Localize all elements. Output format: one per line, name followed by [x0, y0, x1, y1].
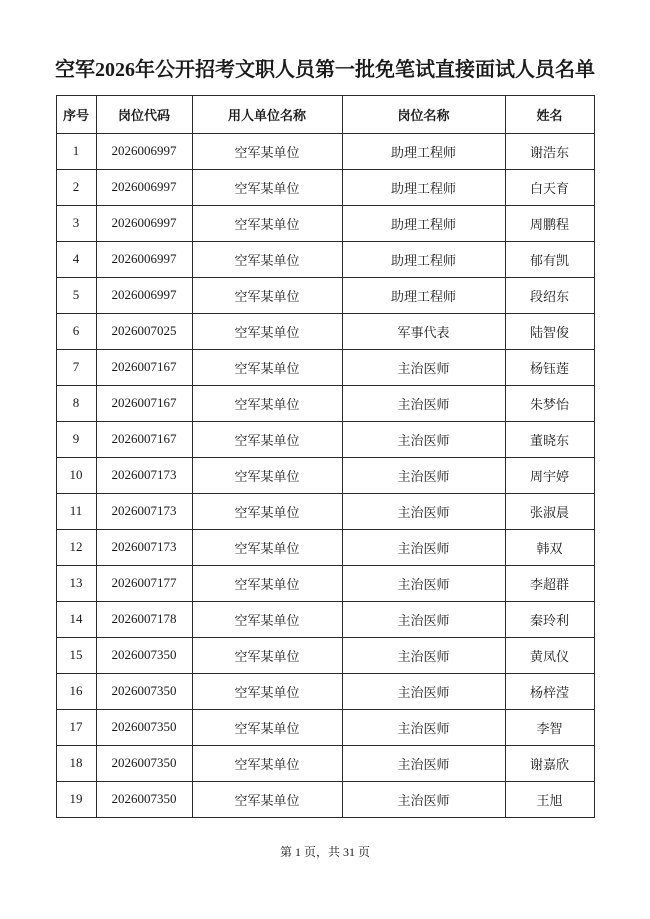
table-row — [56, 385, 594, 421]
cell-job-code: 2026007173 — [96, 529, 192, 565]
cell-job-title: 主治医师 — [342, 421, 505, 457]
cell-serial-number: 3 — [56, 205, 96, 241]
cell-serial-number: 2 — [56, 169, 96, 205]
table-row — [56, 241, 594, 277]
table-row — [56, 673, 594, 709]
cell-person-name: 张淑晨 — [505, 493, 594, 529]
cell-person-name: 陆智俊 — [505, 313, 594, 349]
cell-person-name: 白天育 — [505, 169, 594, 205]
page-number: 第 1 页，共 31 页 — [279, 844, 370, 859]
table-body — [56, 133, 594, 817]
cell-serial-number: 5 — [56, 277, 96, 313]
table-row — [56, 349, 594, 385]
cell-job-code: 2026006997 — [96, 205, 192, 241]
cell-serial-number: 19 — [56, 781, 96, 817]
cell-serial-number: 11 — [56, 493, 96, 529]
cell-job-code: 2026007350 — [96, 637, 192, 673]
cell-serial-number: 16 — [56, 673, 96, 709]
cell-unit-name: 空军某单位 — [192, 601, 342, 637]
cell-unit-name: 空军某单位 — [192, 421, 342, 457]
cell-serial-number: 13 — [56, 565, 96, 601]
cell-job-code: 2026007350 — [96, 709, 192, 745]
table-row — [56, 637, 594, 673]
cell-job-code: 2026006997 — [96, 277, 192, 313]
cell-unit-name: 空军某单位 — [192, 637, 342, 673]
cell-person-name: 王旭 — [505, 781, 594, 817]
cell-person-name: 周鹏程 — [505, 205, 594, 241]
cell-person-name: 秦玲利 — [505, 601, 594, 637]
cell-job-code: 2026007025 — [96, 313, 192, 349]
table-row — [56, 313, 594, 349]
table-row — [56, 421, 594, 457]
cell-job-code: 2026007173 — [96, 457, 192, 493]
table-row — [56, 709, 594, 745]
cell-person-name: 李智 — [505, 709, 594, 745]
cell-person-name: 谢浩东 — [505, 133, 594, 169]
cell-person-name: 段绍东 — [505, 277, 594, 313]
cell-job-code: 2026007350 — [96, 745, 192, 781]
cell-unit-name: 空军某单位 — [192, 133, 342, 169]
cell-job-code: 2026006997 — [96, 169, 192, 205]
cell-job-code: 2026007167 — [96, 385, 192, 421]
cell-serial-number: 8 — [56, 385, 96, 421]
cell-unit-name: 空军某单位 — [192, 349, 342, 385]
table-row — [56, 745, 594, 781]
column-header-serial: 序号 — [56, 96, 96, 134]
table-row — [56, 493, 594, 529]
cell-unit-name: 空军某单位 — [192, 565, 342, 601]
cell-unit-name: 空军某单位 — [192, 709, 342, 745]
cell-job-code: 2026007167 — [96, 349, 192, 385]
cell-person-name: 杨梓滢 — [505, 673, 594, 709]
column-header-name: 姓名 — [505, 96, 594, 134]
cell-job-title: 主治医师 — [342, 673, 505, 709]
cell-person-name: 朱梦怡 — [505, 385, 594, 421]
cell-serial-number: 4 — [56, 241, 96, 277]
cell-person-name: 韩双 — [505, 529, 594, 565]
cell-person-name: 杨钰莲 — [505, 349, 594, 385]
cell-person-name: 谢嘉欣 — [505, 745, 594, 781]
table-header-row — [56, 96, 594, 134]
table-row — [56, 205, 594, 241]
cell-job-title: 主治医师 — [342, 637, 505, 673]
table-row — [56, 601, 594, 637]
cell-serial-number: 17 — [56, 709, 96, 745]
cell-unit-name: 空军某单位 — [192, 673, 342, 709]
cell-job-code: 2026007177 — [96, 565, 192, 601]
cell-job-title: 主治医师 — [342, 565, 505, 601]
table-row — [56, 277, 594, 313]
cell-unit-name: 空军某单位 — [192, 385, 342, 421]
cell-unit-name: 空军某单位 — [192, 745, 342, 781]
cell-serial-number: 1 — [56, 133, 96, 169]
column-header-job-code: 岗位代码 — [96, 96, 192, 134]
page-title: 空军2026年公开招考文职人员第一批免笔试直接面试人员名单 — [55, 59, 595, 81]
cell-job-title: 助理工程师 — [342, 205, 505, 241]
column-header-unit-name: 用人单位名称 — [192, 96, 342, 134]
cell-job-title: 主治医师 — [342, 745, 505, 781]
cell-serial-number: 15 — [56, 637, 96, 673]
cell-job-title: 助理工程师 — [342, 277, 505, 313]
cell-unit-name: 空军某单位 — [192, 313, 342, 349]
cell-serial-number: 7 — [56, 349, 96, 385]
column-header-job-title: 岗位名称 — [342, 96, 505, 134]
table-header — [56, 96, 594, 134]
table-row — [56, 529, 594, 565]
cell-person-name: 周宇婷 — [505, 457, 594, 493]
cell-job-title: 助理工程师 — [342, 133, 505, 169]
cell-serial-number: 6 — [56, 313, 96, 349]
cell-job-code: 2026007167 — [96, 421, 192, 457]
cell-job-title: 主治医师 — [342, 457, 505, 493]
table-row — [56, 457, 594, 493]
cell-serial-number: 10 — [56, 457, 96, 493]
cell-job-title: 助理工程师 — [342, 241, 505, 277]
cell-person-name: 李超群 — [505, 565, 594, 601]
cell-person-name: 黄凤仪 — [505, 637, 594, 673]
cell-unit-name: 空军某单位 — [192, 277, 342, 313]
cell-job-code: 2026006997 — [96, 133, 192, 169]
cell-unit-name: 空军某单位 — [192, 241, 342, 277]
personnel-table — [56, 95, 595, 818]
cell-job-title: 主治医师 — [342, 493, 505, 529]
cell-serial-number: 18 — [56, 745, 96, 781]
cell-unit-name: 空军某单位 — [192, 457, 342, 493]
cell-unit-name: 空军某单位 — [192, 493, 342, 529]
cell-person-name: 董晓东 — [505, 421, 594, 457]
cell-job-code: 2026007173 — [96, 493, 192, 529]
table-row — [56, 565, 594, 601]
cell-unit-name: 空军某单位 — [192, 205, 342, 241]
cell-job-title: 主治医师 — [342, 349, 505, 385]
cell-job-code: 2026007350 — [96, 781, 192, 817]
cell-job-title: 助理工程师 — [342, 169, 505, 205]
cell-job-title: 主治医师 — [342, 781, 505, 817]
cell-job-code: 2026007178 — [96, 601, 192, 637]
cell-job-title: 主治医师 — [342, 601, 505, 637]
cell-unit-name: 空军某单位 — [192, 529, 342, 565]
cell-unit-name: 空军某单位 — [192, 781, 342, 817]
cell-job-code: 2026006997 — [96, 241, 192, 277]
cell-serial-number: 9 — [56, 421, 96, 457]
table-row — [56, 133, 594, 169]
cell-job-code: 2026007350 — [96, 673, 192, 709]
cell-serial-number: 14 — [56, 601, 96, 637]
table-row — [56, 781, 594, 817]
cell-unit-name: 空军某单位 — [192, 169, 342, 205]
cell-job-title: 主治医师 — [342, 385, 505, 421]
cell-job-title: 主治医师 — [342, 529, 505, 565]
cell-person-name: 郁有凯 — [505, 241, 594, 277]
cell-job-title: 军事代表 — [342, 313, 505, 349]
table-row — [56, 169, 594, 205]
cell-job-title: 主治医师 — [342, 709, 505, 745]
cell-serial-number: 12 — [56, 529, 96, 565]
